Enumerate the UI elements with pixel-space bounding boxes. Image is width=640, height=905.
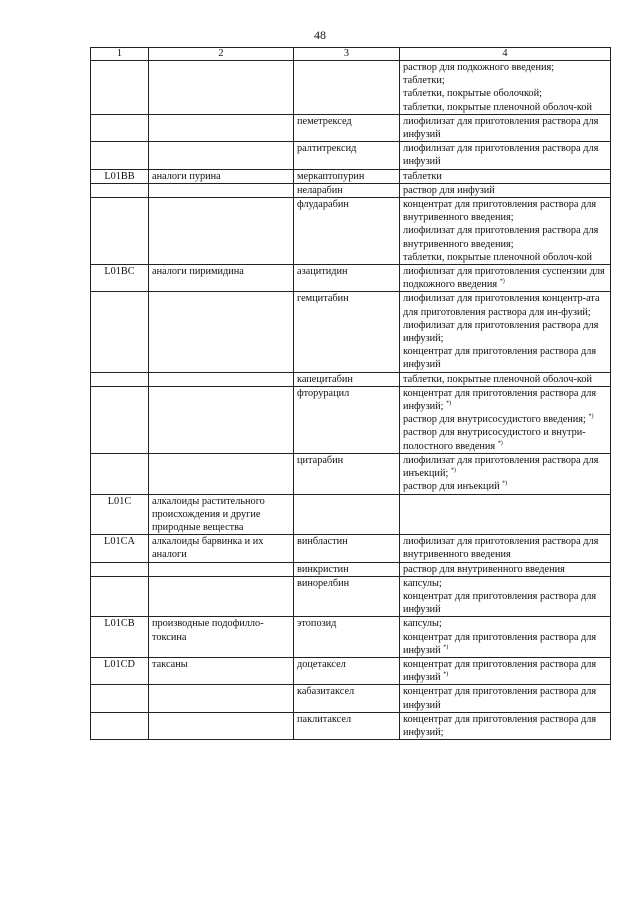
footnote-marker: *)	[499, 278, 505, 285]
dosage-form: раствор для внутрисосудистого и внутри-полостного введения *)	[403, 427, 586, 452]
dosage-form: таблетки;	[403, 75, 445, 87]
group-name-cell: аналоги пурина	[149, 169, 294, 183]
dosage-form: раствор для внутрисосудистого введения; *)	[403, 413, 594, 426]
drug-name-cell: пеметрексед	[294, 114, 400, 141]
dosage-forms-cell	[400, 142, 611, 169]
dosage-forms-cell	[400, 198, 611, 265]
column-header-2: 2	[149, 48, 294, 61]
table-row	[91, 292, 611, 372]
table-row	[91, 562, 611, 576]
dosage-forms-cell	[400, 292, 611, 372]
dosage-form: раствор для подкожного введения;	[403, 62, 555, 73]
group-name-cell: производные подофилло-токсина	[149, 617, 294, 658]
dosage-form: концентрат для приготовления раствора для инфузий	[403, 590, 597, 616]
dosage-form: раствор для инфузий	[403, 184, 495, 196]
dosage-form: концентрат для приготовления раствора для инфузий; *)	[403, 387, 597, 413]
page-number: 48	[314, 28, 326, 42]
table-row	[91, 142, 611, 169]
table-row	[91, 453, 611, 494]
atc-code-cell: L01CA	[91, 535, 149, 562]
group-name-cell: таксаны	[149, 657, 294, 684]
dosage-form: лиофилизат для приготовления раствора для инъекций; *)	[403, 454, 599, 480]
dosage-form: концентрат для приготовления раствора для инфузий;	[403, 713, 597, 738]
dosage-form: концентрат для приготовления раствора для инфузий	[403, 346, 597, 371]
atc-code-cell	[91, 712, 149, 739]
table-row	[91, 386, 611, 453]
dosage-form: концентрат для приготовления раствора для инфузий *)	[403, 658, 597, 684]
table-row	[91, 494, 611, 535]
table-row	[91, 576, 611, 617]
dosage-forms-cell	[400, 372, 611, 386]
drug-name-cell: винкристин	[294, 562, 400, 576]
footnote-marker: *)	[443, 671, 449, 678]
table-row	[91, 685, 611, 712]
dosage-form: лиофилизат для приготовления раствора для внутривенного введения	[403, 536, 599, 561]
dosage-form: концентрат для приготовления раствора для внутривенного введения;	[403, 199, 597, 224]
table-body	[91, 61, 611, 740]
column-header-3: 3	[294, 48, 400, 61]
footnote-marker: *)	[497, 440, 503, 447]
drug-name-cell: меркаптопурин	[294, 169, 400, 183]
table-row	[91, 183, 611, 197]
group-name-cell	[149, 183, 294, 197]
atc-code-cell: L01CB	[91, 617, 149, 658]
dosage-forms-cell	[400, 61, 611, 115]
drug-name-cell	[294, 494, 400, 535]
dosage-forms-cell	[400, 265, 611, 292]
atc-code-cell	[91, 198, 149, 265]
drug-name-cell: флударабин	[294, 198, 400, 265]
table-row	[91, 712, 611, 739]
drug-name-cell: этопозид	[294, 617, 400, 658]
drug-name-cell: капецитабин	[294, 372, 400, 386]
drug-name-cell: ралтитрексид	[294, 142, 400, 169]
group-name-cell	[149, 576, 294, 617]
dosage-forms-cell	[400, 183, 611, 197]
table-row	[91, 372, 611, 386]
dosage-form: таблетки, покрытые оболочкой;	[403, 88, 542, 100]
dosage-form: концентрат для приготовления раствора для инфузий	[403, 686, 597, 711]
group-name-cell	[149, 142, 294, 169]
drug-name-cell: неларабин	[294, 183, 400, 197]
dosage-forms-cell	[400, 535, 611, 562]
footnote-marker: *)	[588, 413, 594, 420]
dosage-forms-cell	[400, 169, 611, 183]
dosage-form: таблетки, покрытые пленочной оболоч-кой	[403, 101, 593, 113]
table-header-row	[91, 48, 611, 61]
atc-code-cell: L01BC	[91, 265, 149, 292]
group-name-cell	[149, 61, 294, 115]
drug-name-cell: гемцитабин	[294, 292, 400, 372]
table-row	[91, 198, 611, 265]
atc-code-cell	[91, 453, 149, 494]
group-name-cell	[149, 114, 294, 141]
dosage-forms-cell	[400, 114, 611, 141]
table-row	[91, 535, 611, 562]
dosage-form: лиофилизат для приготовления раствора для инфузий;	[403, 319, 599, 345]
table-row	[91, 114, 611, 141]
drug-name-cell: винбластин	[294, 535, 400, 562]
footnote-marker: *)	[502, 480, 508, 487]
drug-name-cell: кабазитаксел	[294, 685, 400, 712]
dosage-form: таблетки, покрытые пленочной оболоч-кой	[403, 251, 593, 263]
table-row	[91, 61, 611, 115]
group-name-cell	[149, 453, 294, 494]
dosage-forms-cell	[400, 453, 611, 494]
dosage-form: раствор для инъекций *)	[403, 480, 508, 493]
group-name-cell: аналоги пиримидина	[149, 265, 294, 292]
dosage-form: лиофилизат для приготовления раствора для инфузий	[403, 115, 599, 141]
atc-code-cell	[91, 292, 149, 372]
group-name-cell: алкалоиды растительного происхождения и другие природные вещества	[149, 494, 294, 535]
group-name-cell	[149, 292, 294, 372]
atc-code-cell	[91, 183, 149, 197]
atc-code-cell: L01CD	[91, 657, 149, 684]
column-header-1: 1	[91, 48, 149, 61]
column-header-4: 4	[400, 48, 611, 61]
dosage-form: таблетки, покрытые пленочной оболоч-кой	[403, 373, 593, 385]
drug-name-cell	[294, 61, 400, 115]
dosage-forms-cell	[400, 494, 611, 535]
drug-name-cell: винорелбин	[294, 576, 400, 617]
dosage-forms-cell	[400, 657, 611, 684]
dosage-form: лиофилизат для приготовления раствора для внутривенного введения;	[403, 225, 599, 250]
group-name-cell	[149, 372, 294, 386]
dosage-form: лиофилизат для приготовления раствора для инфузий	[403, 143, 599, 168]
atc-code-cell	[91, 61, 149, 115]
drug-name-cell: цитарабин	[294, 453, 400, 494]
group-name-cell: алкалоиды барвинка и их аналоги	[149, 535, 294, 562]
table-row	[91, 169, 611, 183]
footnote-marker: *)	[446, 400, 452, 407]
atc-code-cell	[91, 685, 149, 712]
dosage-form: раствор для внутривенного введения	[403, 563, 565, 575]
dosage-forms-cell	[400, 712, 611, 739]
atc-code-cell: L01BB	[91, 169, 149, 183]
atc-code-cell	[91, 576, 149, 617]
group-name-cell	[149, 685, 294, 712]
atc-code-cell	[91, 142, 149, 169]
atc-code-cell	[91, 372, 149, 386]
dosage-forms-cell	[400, 386, 611, 453]
dosage-form: капсулы;	[403, 618, 442, 630]
footnote-marker: *)	[450, 467, 456, 474]
dosage-forms-cell	[400, 617, 611, 658]
dosage-form: таблетки	[403, 170, 442, 182]
dosage-form: концентрат для приготовления раствора для инфузий *)	[403, 631, 597, 656]
group-name-cell	[149, 562, 294, 576]
drug-name-cell: азацитидин	[294, 265, 400, 292]
footnote-marker: *)	[443, 644, 449, 651]
table-row	[91, 657, 611, 684]
dosage-forms-cell	[400, 576, 611, 617]
atc-code-cell: L01C	[91, 494, 149, 535]
group-name-cell	[149, 198, 294, 265]
group-name-cell	[149, 712, 294, 739]
atc-code-cell	[91, 386, 149, 453]
dosage-form: лиофилизат для приготовления суспензии для подкожного введения *)	[403, 266, 605, 291]
dosage-forms-cell	[400, 685, 611, 712]
atc-code-cell	[91, 114, 149, 141]
drug-name-cell: доцетаксел	[294, 657, 400, 684]
group-name-cell	[149, 386, 294, 453]
atc-code-cell	[91, 562, 149, 576]
dosage-form: лиофилизат для приготовления концентр-ата для приготовления раствора для ин-фузий;	[403, 293, 600, 318]
dosage-forms-cell	[400, 562, 611, 576]
drug-name-cell: паклитаксел	[294, 712, 400, 739]
dosage-form: капсулы;	[403, 577, 442, 589]
medication-table	[90, 47, 611, 740]
drug-name-cell: фторурацил	[294, 386, 400, 453]
table-row	[91, 265, 611, 292]
table-row	[91, 617, 611, 658]
